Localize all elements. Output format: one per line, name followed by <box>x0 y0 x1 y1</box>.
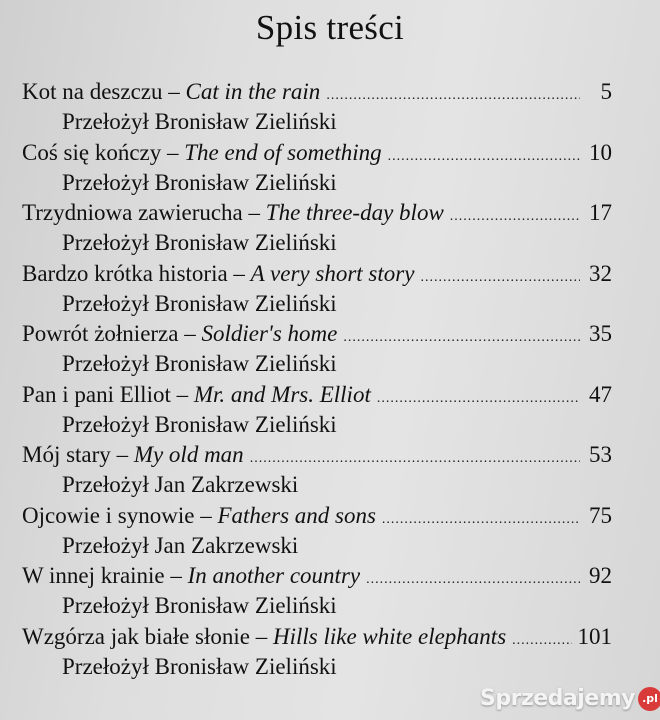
toc-entry <box>22 258 612 319</box>
english-title: Mr. and Mrs. Elliot <box>193 381 371 407</box>
dot-leader <box>382 504 580 535</box>
translator: Przełożył Bronisław Zieliński <box>62 230 337 255</box>
english-title: The end of something <box>184 139 382 165</box>
toc-entry <box>22 197 612 258</box>
polish-title: Kot na deszczu <box>22 79 163 104</box>
dash: – <box>227 260 251 286</box>
dot-leader <box>250 443 580 474</box>
toc-entry-title-line <box>22 560 612 591</box>
dash: – <box>242 200 266 225</box>
dash: – <box>162 79 186 104</box>
page-number: 17 <box>589 200 612 225</box>
english-title: Hills like white elephants <box>272 623 507 649</box>
toc-entry <box>22 318 612 379</box>
toc-entry <box>22 76 612 137</box>
dash: – <box>194 502 218 528</box>
toc-entry-title-line <box>22 621 612 652</box>
toc-entry-title-line <box>22 76 612 107</box>
table-of-contents <box>22 76 612 681</box>
toc-entry <box>22 560 612 621</box>
page-number: 35 <box>589 321 612 346</box>
translator: Przełożył Jan Zakrzewski <box>62 532 299 558</box>
translator: Przełożył Jan Zakrzewski <box>62 472 299 497</box>
english-title: My old man <box>133 442 244 467</box>
translator: Przełożył Bronisław Zieliński <box>62 653 337 679</box>
page-number: 5 <box>600 79 612 104</box>
toc-entry-title-line <box>22 258 612 289</box>
translator: Przełożył Bronisław Zieliński <box>62 593 337 618</box>
toc-entry <box>22 137 612 198</box>
polish-title: Trzydniowa zawierucha <box>22 200 243 225</box>
english-title: Soldier's home <box>201 321 338 346</box>
toc-entry-title-line <box>22 439 612 470</box>
watermark-logo <box>480 684 660 714</box>
dash: – <box>249 623 273 649</box>
english-title: Fathers and sons <box>217 502 376 528</box>
polish-title: Pan i pani Elliot <box>22 381 171 407</box>
dot-leader <box>326 80 580 111</box>
dash: – <box>110 442 134 467</box>
translator: Przełożył Bronisław Zieliński <box>62 109 337 134</box>
page-number: 92 <box>589 563 612 588</box>
polish-title: Mój stary <box>22 442 111 467</box>
polish-title: Ojcowie i synowie <box>22 502 195 528</box>
english-title: The three-day blow <box>265 200 444 225</box>
dash: – <box>170 381 194 407</box>
toc-entry-title-line <box>22 379 612 410</box>
toc-entry-title-line <box>22 500 612 531</box>
page-title: Spis treści <box>255 8 405 47</box>
toc-entry-title-line <box>22 197 612 228</box>
polish-title: Bardzo krótka historia <box>22 260 228 286</box>
toc-entry-title-line <box>22 137 612 168</box>
toc-entry <box>22 500 612 561</box>
dash: – <box>178 321 202 346</box>
page-number: 10 <box>589 139 612 165</box>
toc-entry <box>22 621 612 682</box>
polish-title: W innej krainie <box>22 563 165 588</box>
polish-title: Coś się kończy <box>22 139 162 165</box>
english-title: A very short story <box>250 260 415 286</box>
translator: Przełożył Bronisław Zieliński <box>62 169 337 195</box>
dot-leader <box>450 201 580 232</box>
dot-leader <box>343 322 580 353</box>
translator: Przełożył Bronisław Zieliński <box>62 411 337 437</box>
toc-entry <box>22 439 612 500</box>
dash: – <box>161 139 185 165</box>
translator: Przełożył Bronisław Zieliński <box>62 351 337 376</box>
page-number: 47 <box>589 381 612 407</box>
polish-title: Powrót żołnierza <box>22 321 179 346</box>
dot-leader <box>512 625 571 656</box>
page-number: 32 <box>589 260 612 286</box>
dash: – <box>164 563 188 588</box>
translator: Przełożył Bronisław Zieliński <box>62 290 337 316</box>
toc-entry-title-line <box>22 318 612 349</box>
dot-leader <box>388 141 580 172</box>
page-number: 101 <box>577 623 612 649</box>
english-title: Cat in the rain <box>185 79 321 104</box>
polish-title: Wzgórza jak białe słonie <box>22 623 250 649</box>
dot-leader <box>420 262 580 293</box>
dot-leader <box>377 383 580 414</box>
page-number: 53 <box>589 442 612 467</box>
watermark-text: Sprzedajemy <box>480 686 635 711</box>
watermark-badge: .pl <box>638 687 660 711</box>
page-number: 75 <box>589 502 612 528</box>
english-title: In another country <box>187 563 361 588</box>
toc-entry <box>22 379 612 440</box>
dot-leader <box>366 564 580 595</box>
